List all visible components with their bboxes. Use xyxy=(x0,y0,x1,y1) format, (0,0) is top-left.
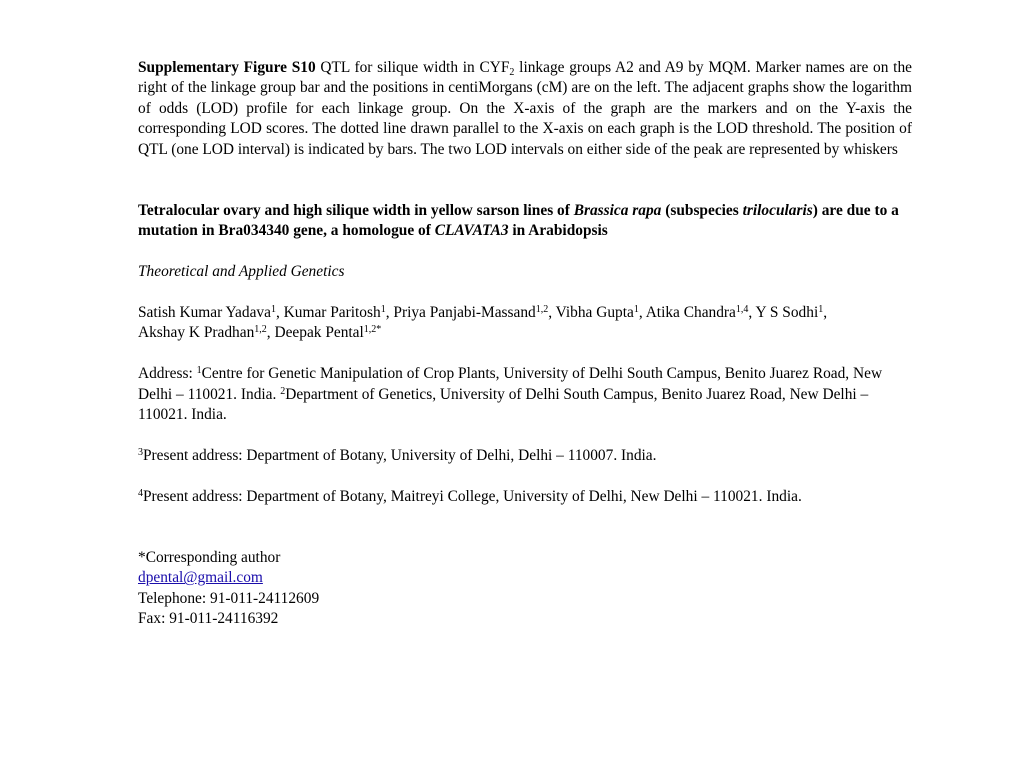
present-address-3 xyxy=(138,446,912,466)
affiliation-mark: 3 xyxy=(138,446,143,458)
affiliation-2-text: Department of Genetics, University of Delhi South Campus, Benito Juarez Road, New Delhi – 110021. India. xyxy=(138,385,869,424)
affiliation-mark: 1 xyxy=(633,304,639,316)
title-part-1: Tetralocular ovary and high silique width in yellow sarson lines of xyxy=(138,202,574,220)
figure-caption xyxy=(138,58,912,160)
affiliation-mark: 1,2* xyxy=(363,324,382,336)
caption-text-1: QTL for silique width in CYF xyxy=(315,59,510,76)
address-block xyxy=(138,364,912,425)
email-link[interactable]: dpental@gmail.com xyxy=(138,569,263,587)
title-part-4: in Arabidopsis xyxy=(508,222,608,240)
present-address-3-text: Present address: Department of Botany, University of Delhi, Delhi – 110007. India. xyxy=(143,446,657,464)
affiliation-mark: 1,4 xyxy=(735,304,749,316)
title-part-2: (subspecies xyxy=(661,202,743,220)
affiliation-mark: 1 xyxy=(196,365,202,377)
affiliation-mark: 1,2 xyxy=(535,304,549,316)
affiliation-mark: 1 xyxy=(380,304,386,316)
title-part-3: ) are due to a mutation in Bra034340 gene, a homologue of xyxy=(138,202,899,240)
fax: Fax: 91-011-24116392 xyxy=(138,610,279,628)
author: Kumar Paritosh$^1$, xyxy=(283,304,394,322)
affiliation-mark: 1,2 xyxy=(254,324,267,336)
telephone: Telephone: 91-011-24112609 xyxy=(138,589,320,607)
affiliation-mark: 2 xyxy=(280,385,286,397)
present-address-4-text: Present address: Department of Botany, Maitreyi College, University of Delhi, New Delhi – 110021. India. xyxy=(143,487,802,505)
caption-label: Supplementary Figure S10 xyxy=(138,59,316,76)
corresponding-author-label: *Corresponding author xyxy=(138,549,281,567)
document-page xyxy=(138,58,912,630)
title-subspecies: trilocularis xyxy=(742,202,813,220)
author: Vibha Gupta$^1$, xyxy=(555,304,646,322)
author-list xyxy=(138,303,912,344)
author: Priya Panjabi-Massand$^{1,2}$, xyxy=(393,304,556,322)
author: Atika Chandra$^{1,4}$, xyxy=(645,304,756,322)
title-species: Brassica rapa xyxy=(573,202,662,220)
caption-subscript: 2 xyxy=(509,67,515,78)
caption-text-2: linkage groups A2 and A9 by MQM. Marker names are on the right of the linkage group bar and the positions in centiMorgans (cM) are on the left. The adjacent graphs show the logarithm of odds (LOD) profile for each linkage group. On the X-axis of the graph are the markers and on the Y-axis the corresponding LOD scores. The dotted line drawn parallel to the X-axis on each graph is the LOD threshold. The position of QTL (one LOD interval) is indicated by bars. The two LOD intervals on either side of the peak are represented by whiskers xyxy=(138,59,912,158)
author: Y S Sodhi$^1$, xyxy=(755,304,828,322)
author: Satish Kumar Yadava$^1$, xyxy=(138,304,284,322)
affiliation-1-text: Centre for Genetic Manipulation of Crop Plants, University of Delhi South Campus, Benito Juarez Road, New Delhi – 110021. India. xyxy=(138,365,883,403)
address-label: Address: xyxy=(138,365,197,383)
journal-name: Theoretical and Applied Genetics xyxy=(138,263,345,281)
affiliation-mark: 1 xyxy=(270,304,276,316)
author: Akshay K Pradhan$^{1,2}$, xyxy=(138,324,275,342)
author: Deepak Pental$^{1,2*}$ xyxy=(274,324,382,342)
affiliation-mark: 1 xyxy=(818,304,824,316)
paper-title xyxy=(138,201,912,242)
affiliation-mark: 4 xyxy=(138,487,143,499)
title-gene: CLAVATA3 xyxy=(434,222,509,240)
present-address-4 xyxy=(138,487,912,507)
